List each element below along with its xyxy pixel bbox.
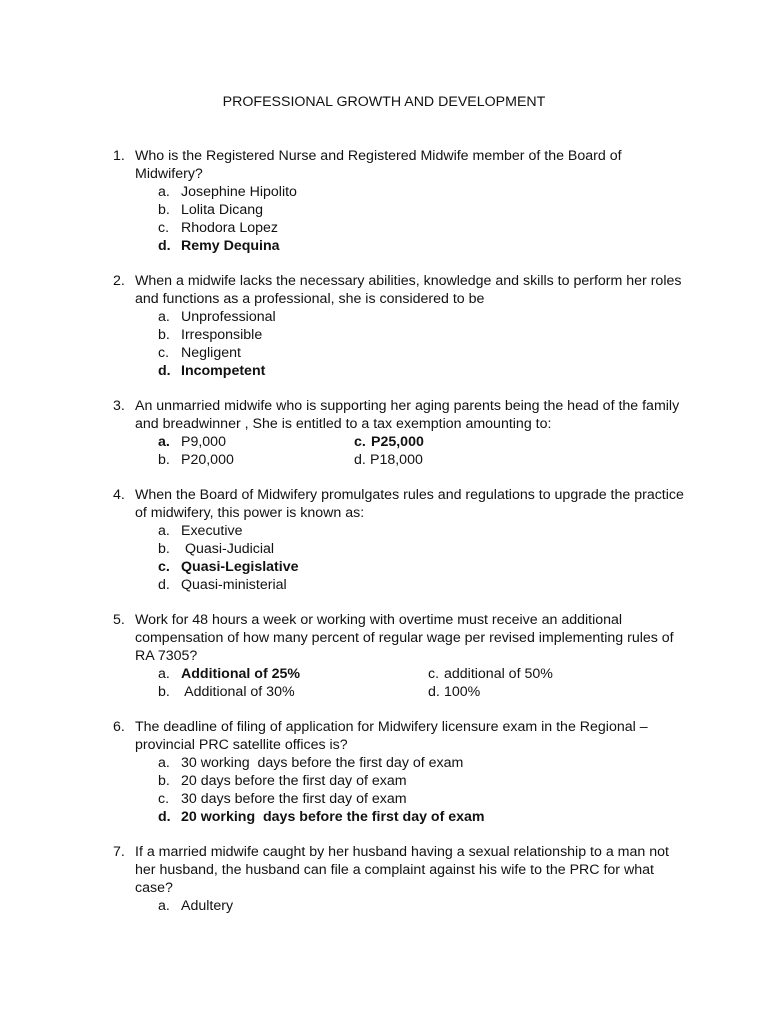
question-1 xyxy=(113,147,693,255)
option-text-answer: P25,000 xyxy=(371,434,424,450)
option-text: Quasi-Legislative xyxy=(181,559,299,575)
option-letter: d. xyxy=(158,577,170,593)
option-letter: d. xyxy=(354,452,366,468)
option-text: 30 days before the first day of exam xyxy=(181,791,407,807)
option-text: Unprofessional xyxy=(181,309,276,325)
option-b xyxy=(158,772,693,790)
option-letter: c. xyxy=(158,559,170,575)
option-a xyxy=(158,183,693,201)
option-b xyxy=(158,540,693,558)
question-5 xyxy=(113,611,693,701)
option-text: P9,000 xyxy=(181,434,226,450)
option-text: Incompetent xyxy=(181,363,266,379)
question-number: 4. xyxy=(113,487,125,503)
question-text: An unmarried midwife who is supporting her aging parents being the head of the family and breadwinner , She is entitled to a tax exemption amounting to: xyxy=(135,398,680,432)
question-7 xyxy=(113,843,693,915)
option-letter-answer: c. xyxy=(354,434,366,450)
option-d-answer xyxy=(158,808,693,826)
option-text: P18,000 xyxy=(370,452,423,468)
option-text: Quasi-Judicial xyxy=(181,541,275,557)
question-number: 3. xyxy=(113,398,125,414)
options-grid xyxy=(113,433,693,469)
option-letter: c. xyxy=(158,220,170,236)
options-row xyxy=(113,451,693,469)
question-text: Who is the Registered Nurse and Registered Midwife member of the Board of Midwifery? xyxy=(135,148,622,182)
option-text: Remy Dequina xyxy=(181,238,280,254)
question-6 xyxy=(113,718,693,826)
question-number: 7. xyxy=(113,844,125,860)
option-c xyxy=(158,344,693,362)
option-letter: c. xyxy=(158,345,170,361)
option-b xyxy=(158,201,693,219)
option-letter: a. xyxy=(158,666,170,682)
options-row xyxy=(113,433,693,451)
option-text: Quasi-ministerial xyxy=(181,577,287,593)
option-text: Negligent xyxy=(181,345,241,361)
question-number: 2. xyxy=(113,273,125,289)
option-a xyxy=(158,897,693,915)
page-title: PROFESSIONAL GROWTH AND DEVELOPMENT xyxy=(222,94,546,110)
question-4 xyxy=(113,486,693,594)
option-letter: a. xyxy=(158,184,170,200)
option-text: Lolita Dicang xyxy=(181,202,264,218)
options-list xyxy=(113,308,693,380)
options-list xyxy=(113,183,693,255)
option-text-answer: Additional of 25% xyxy=(181,666,301,682)
options-row xyxy=(113,683,693,701)
option-letter: a. xyxy=(158,523,170,539)
option-text: additional of 50% xyxy=(444,666,553,682)
option-letter: d. xyxy=(158,238,171,254)
option-text: P20,000 xyxy=(181,452,234,468)
option-a xyxy=(158,754,693,772)
option-letter: b. xyxy=(158,773,170,789)
options-list xyxy=(113,754,693,826)
option-a xyxy=(158,522,693,540)
options-row xyxy=(113,665,693,683)
option-text: 30 working days before the first day of exam xyxy=(181,755,464,771)
option-letter: a. xyxy=(158,309,170,325)
option-letter: a. xyxy=(158,898,170,914)
question-2 xyxy=(113,272,693,380)
option-text: Josephine Hipolito xyxy=(181,184,297,200)
question-3 xyxy=(113,397,693,469)
option-letter: b. xyxy=(158,684,170,700)
question-text: The deadline of filing of application for Midwifery licensure exam in the Regional –provincial PRC satellite offices is? xyxy=(135,719,648,753)
question-text: When a midwife lacks the necessary abilities, knowledge and skills to perform her roles and functions as a professional, she is considered to be xyxy=(135,273,682,307)
question-text: If a married midwife caught by her husband having a sexual relationship to a man not her husband, the husband can file a complaint against his wife to the PRC for what case? xyxy=(135,844,669,896)
question-number: 5. xyxy=(113,612,125,628)
option-d-answer xyxy=(158,362,693,380)
option-letter: b. xyxy=(158,541,170,557)
option-c xyxy=(158,219,693,237)
option-letter: b. xyxy=(158,202,170,218)
question-text: Work for 48 hours a week or working with overtime must receive an additional compensation of how many percent of regular wage per revised implementing rules of RA 7305? xyxy=(135,612,674,664)
option-c-answer xyxy=(158,558,693,576)
option-letter: a. xyxy=(158,755,170,771)
option-letter: c. xyxy=(158,791,170,807)
option-text: Executive xyxy=(181,523,243,539)
option-letter: b. xyxy=(158,327,170,343)
option-b xyxy=(158,326,693,344)
options-list xyxy=(113,897,693,915)
option-a xyxy=(158,308,693,326)
option-letter: d. xyxy=(428,684,440,700)
question-number: 1. xyxy=(113,148,125,164)
option-text: Adultery xyxy=(181,898,234,914)
question-number: 6. xyxy=(113,719,125,735)
options-grid xyxy=(113,665,693,701)
option-text: Rhodora Lopez xyxy=(181,220,279,236)
options-list xyxy=(113,522,693,594)
question-text: When the Board of Midwifery promulgates rules and regulations to upgrade the practice of midwifery, this power is known as: xyxy=(135,487,684,521)
option-letter: c. xyxy=(428,666,440,682)
option-letter: d. xyxy=(158,363,171,379)
option-text: 20 working days before the first day of exam xyxy=(181,809,485,825)
option-text: Additional of 30% xyxy=(181,684,295,700)
option-d xyxy=(158,576,693,594)
option-letter: d. xyxy=(158,809,171,825)
option-text: 20 days before the first day of exam xyxy=(181,773,407,789)
option-d-answer xyxy=(158,237,693,255)
option-text: Irresponsible xyxy=(181,327,263,343)
option-letter-answer: a. xyxy=(158,434,170,450)
option-c xyxy=(158,790,693,808)
option-letter: b. xyxy=(158,452,170,468)
option-text: 100% xyxy=(444,684,481,700)
